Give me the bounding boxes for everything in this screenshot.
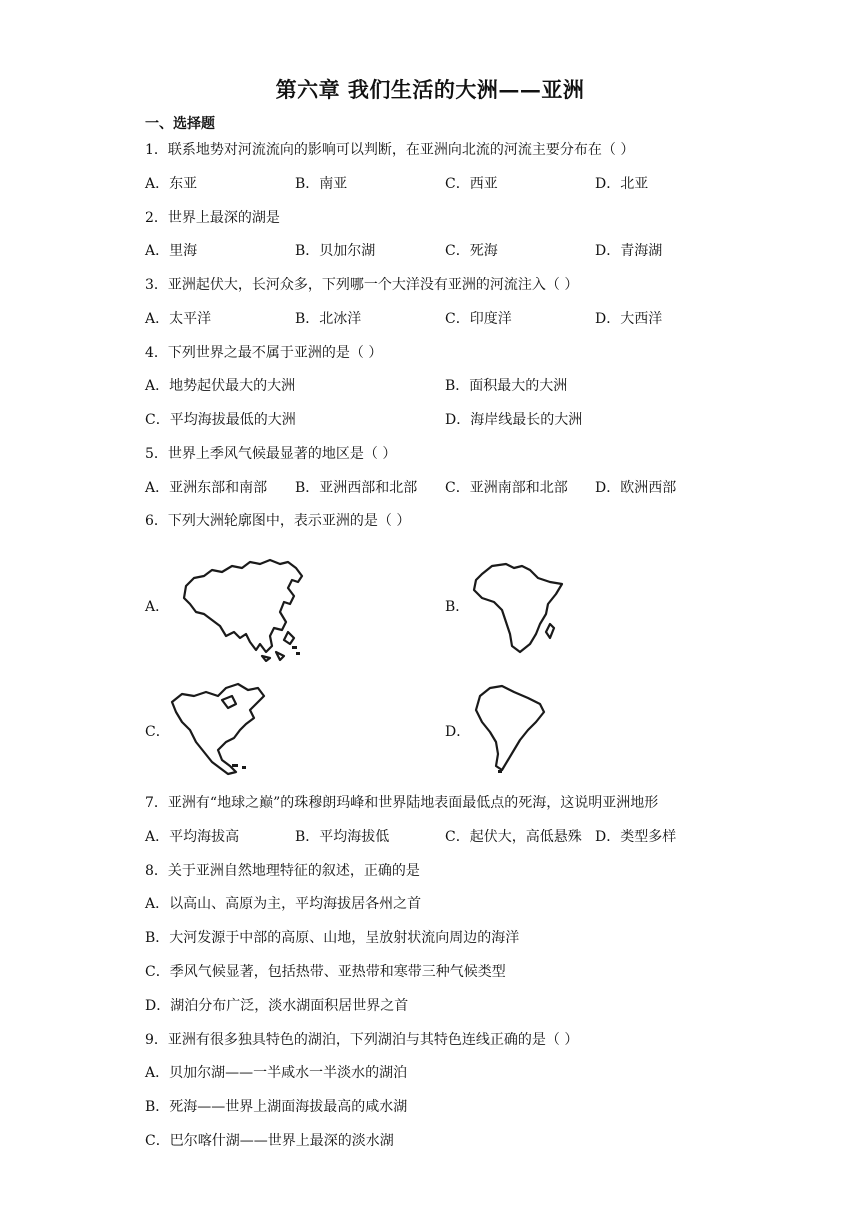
option-a: A．东亚 bbox=[145, 176, 198, 192]
option-b: B．平均海拔低 bbox=[295, 829, 390, 845]
option-b: B．贝加尔湖 bbox=[295, 243, 376, 259]
north-america-outline-icon bbox=[166, 680, 270, 776]
south-america-outline-icon bbox=[470, 684, 550, 774]
option-d: D．海岸线最长的大洲 bbox=[445, 412, 583, 428]
option-b: B． bbox=[445, 599, 470, 615]
option-c: C．平均海拔最低的大洲 bbox=[145, 412, 296, 428]
asia-outline-icon bbox=[176, 556, 308, 662]
option-c: C．亚洲南部和北部 bbox=[445, 480, 568, 496]
option-c: C． bbox=[145, 724, 170, 740]
africa-outline-icon bbox=[468, 558, 568, 658]
option-d: D．类型多样 bbox=[595, 829, 677, 845]
option-a: A．平均海拔高 bbox=[145, 829, 240, 845]
option-a: A．地势起伏最大的大洲 bbox=[145, 378, 296, 394]
question-stem: 3．亚洲起伏大，长河众多，下列哪一个大洋没有亚洲的河流注入（ ） bbox=[145, 277, 579, 293]
question-stem: 2．世界上最深的湖是 bbox=[145, 210, 280, 226]
option-d: D．欧洲西部 bbox=[595, 480, 677, 496]
option-a: A．亚洲东部和南部 bbox=[145, 480, 268, 496]
option-d: D．大西洋 bbox=[595, 311, 663, 327]
option-c: C．死海 bbox=[445, 243, 498, 259]
option-b: B．大河发源于中部的高原、山地，呈放射状流向周边的海洋 bbox=[145, 930, 520, 946]
option-a: A．贝加尔湖——一半咸水一半淡水的湖泊 bbox=[145, 1065, 408, 1081]
question-stem: 8．关于亚洲自然地理特征的叙述，正确的是 bbox=[145, 863, 420, 879]
option-d: D．青海湖 bbox=[595, 243, 663, 259]
option-b: B．南亚 bbox=[295, 176, 348, 192]
question-stem: 4．下列世界之最不属于亚洲的是（ ） bbox=[145, 345, 383, 361]
option-d: D．北亚 bbox=[595, 176, 649, 192]
option-d: D．湖泊分布广泛，淡水湖面积居世界之首 bbox=[145, 998, 409, 1014]
question-stem: 5．世界上季风气候最显著的地区是（ ） bbox=[145, 446, 397, 462]
question-stem: 9．亚洲有很多独具特色的湖泊，下列湖泊与其特色连线正确的是（ ） bbox=[145, 1032, 579, 1048]
option-b: B．面积最大的大洲 bbox=[445, 378, 568, 394]
question-stem: 6．下列大洲轮廓图中，表示亚洲的是（ ） bbox=[145, 513, 411, 529]
option-b: B．亚洲西部和北部 bbox=[295, 480, 418, 496]
option-b: B．北冰洋 bbox=[295, 311, 362, 327]
option-b: B．死海——世界上湖面海拔最高的咸水湖 bbox=[145, 1099, 408, 1115]
option-d: D． bbox=[445, 724, 471, 740]
option-a: A． bbox=[145, 599, 170, 615]
option-c: C．巴尔喀什湖——世界上最深的淡水湖 bbox=[145, 1133, 394, 1149]
option-c: C．西亚 bbox=[445, 176, 498, 192]
option-a: A．里海 bbox=[145, 243, 198, 259]
option-c: C．季风气候显著，包括热带、亚热带和寒带三种气候类型 bbox=[145, 964, 506, 980]
option-c: C．印度洋 bbox=[445, 311, 512, 327]
option-a: A．以高山、高原为主，平均海拔居各州之首 bbox=[145, 896, 422, 912]
option-a: A．太平洋 bbox=[145, 311, 212, 327]
option-c: C．起伏大，高低悬殊 bbox=[445, 829, 582, 845]
question-stem: 7．亚洲有“地球之巅”的珠穆朗玛峰和世界陆地表面最低点的死海，这说明亚洲地形 bbox=[145, 795, 659, 811]
question-stem: 1．联系地势对河流流向的影响可以判断，在亚洲向北流的河流主要分布在（ ） bbox=[145, 142, 635, 158]
section-heading: 一、选择题 bbox=[145, 116, 215, 132]
page-title: 第六章 我们生活的大洲——亚洲 bbox=[275, 77, 585, 102]
